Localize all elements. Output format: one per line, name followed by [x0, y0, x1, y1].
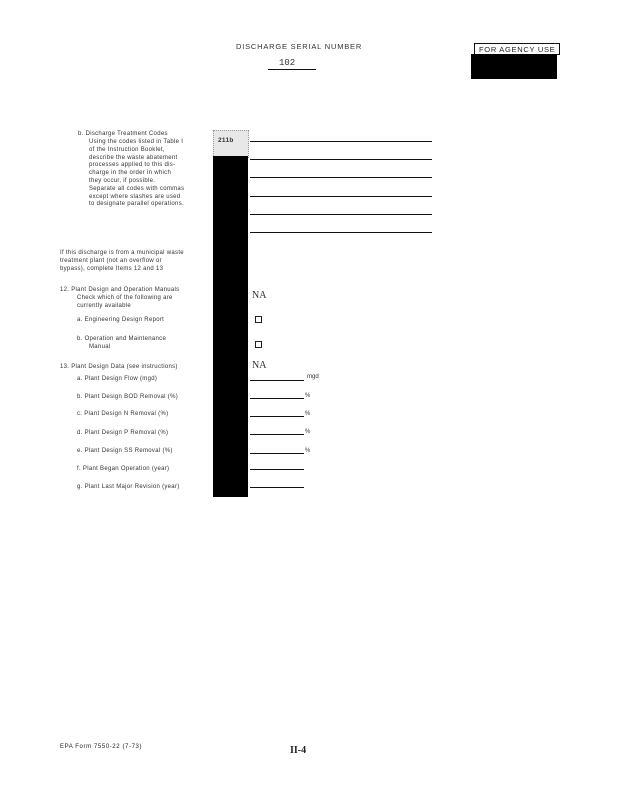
agency-use-label: FOR AGENCY USE: [474, 43, 560, 55]
last-revision-line[interactable]: [250, 487, 304, 488]
item12-a-label: a. Engineering Design Report: [77, 317, 165, 323]
treatment-code-line-1: [250, 141, 432, 142]
operation-maintenance-manual-checkbox[interactable]: [255, 341, 262, 348]
discharge-serial-value: 102: [279, 58, 296, 68]
item12-answer: NA: [252, 290, 267, 301]
treatment-codes-title: b. Discharge Treatment Codes: [78, 131, 168, 137]
treatment-code-line-5: [250, 214, 432, 215]
treatment-code-line-6: [250, 232, 432, 233]
treatment-code-value: 211b: [218, 137, 234, 144]
n-removal-unit: %: [305, 411, 311, 417]
item13-answer: NA: [252, 360, 267, 371]
design-flow-label: a. Plant Design Flow (mgd): [77, 376, 158, 382]
bod-removal-label: b. Plant Design BOD Removal (%): [77, 394, 178, 400]
n-removal-label: c. Plant Design N Removal (%): [77, 411, 169, 417]
discharge-serial-label: DISCHARGE SERIAL NUMBER: [236, 42, 363, 51]
item12-instructions: Check which of the following are currently available: [77, 295, 173, 309]
ss-removal-label: e. Plant Design SS Removal (%): [77, 448, 173, 454]
p-removal-unit: %: [305, 429, 311, 435]
treatment-code-line-2: [250, 159, 432, 160]
bod-removal-line[interactable]: [250, 398, 304, 399]
ss-removal-line[interactable]: [250, 453, 304, 454]
treatment-code-line-4: [250, 196, 432, 197]
municipal-note: If this discharge is from a municipal waste treatment plant (not an overflow or bypass), complete Items 12 and 13: [60, 250, 184, 272]
design-flow-unit: mgd: [307, 374, 319, 380]
last-revision-label: g. Plant Last Major Revision (year): [77, 484, 180, 490]
bod-removal-unit: %: [305, 393, 311, 399]
p-removal-label: d. Plant Design P Removal (%): [77, 430, 169, 436]
redaction-column: [213, 156, 248, 497]
item13-title: 13. Plant Design Data (see instructions): [60, 364, 178, 370]
agency-use-redaction: [471, 54, 557, 79]
form-number: EPA Form 7550-22 (7-73): [60, 744, 143, 750]
began-operation-line[interactable]: [250, 469, 304, 470]
ss-removal-unit: %: [305, 448, 311, 454]
item12-title: 12. Plant Design and Operation Manuals: [60, 287, 180, 293]
item12-b-label-line2: Manual: [89, 344, 111, 350]
design-flow-line[interactable]: [250, 380, 304, 381]
page-number: II-4: [290, 745, 307, 756]
item12-b-label: b. Operation and Maintenance: [77, 336, 167, 342]
began-operation-label: f. Plant Began Operation (year): [77, 466, 170, 472]
p-removal-line[interactable]: [250, 434, 304, 435]
serial-underline: [268, 69, 316, 70]
treatment-codes-instructions: Using the codes listed in Table I of the Instruction Booklet, describe the waste abatement processes applied to this dis- charge in the order in which they occur, if possible. Separate all codes with commas except where slashes are used to designate parallel operations.: [89, 139, 185, 208]
engineering-design-report-checkbox[interactable]: [255, 316, 262, 323]
n-removal-line[interactable]: [250, 416, 304, 417]
treatment-code-box: [213, 130, 249, 158]
treatment-code-line-3: [250, 177, 432, 178]
